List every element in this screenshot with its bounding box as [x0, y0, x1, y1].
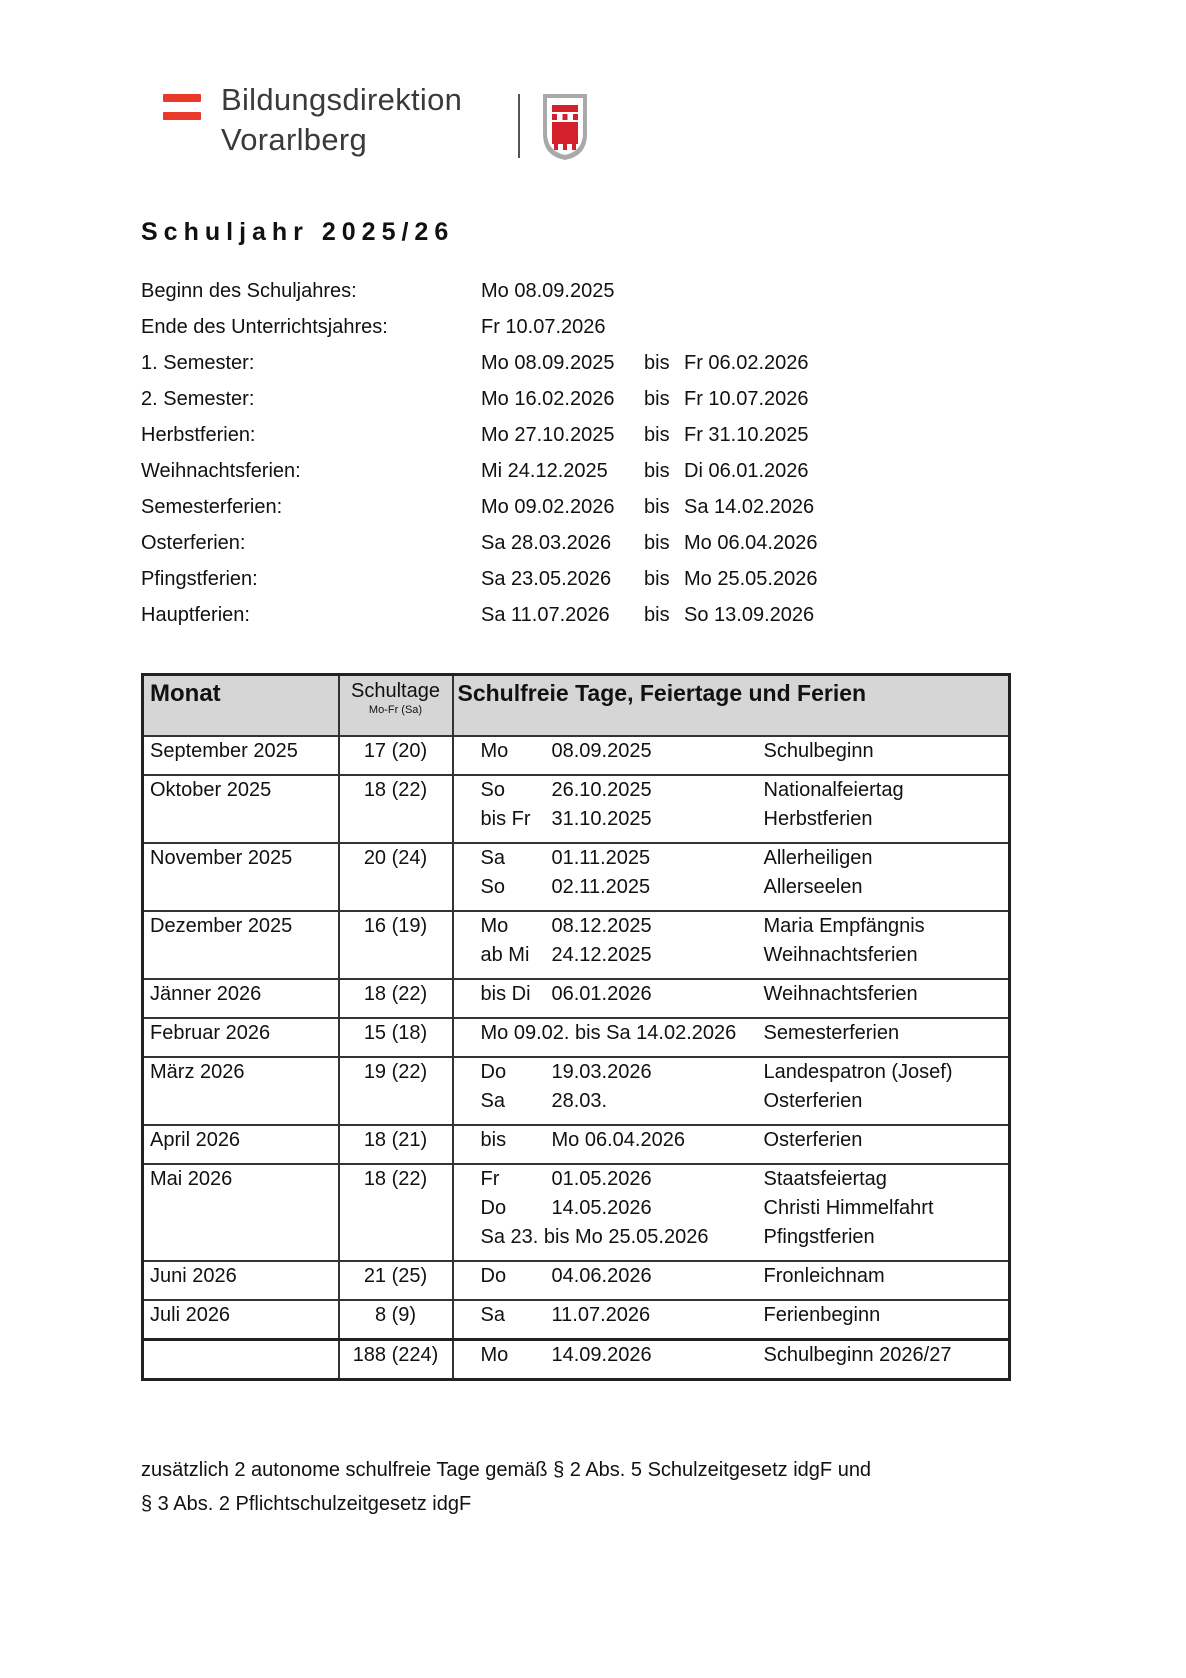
event-range: Mo 09.02. bis Sa 14.02.2026 [480, 1022, 737, 1044]
logo-divider [518, 94, 520, 158]
footnote-line1: zusätzlich 2 autonome schulfreie Tage gemäß § 2 Abs. 5 Schulzeitgesetz idgF und [141, 1459, 872, 1481]
header-schultage-label: Schultage [351, 680, 440, 702]
event-date: Mo 06.04.2026 [551, 1129, 685, 1151]
overview-bis: bis [644, 604, 670, 626]
event-line [454, 1304, 1009, 1333]
schultage-cell: 19 (22) [339, 1057, 453, 1125]
month-cell: Mai 2026 [143, 1164, 339, 1261]
overview-end-date: Fr 06.02.2026 [684, 352, 809, 374]
schultage-cell: 18 (22) [339, 1164, 453, 1261]
overview-start-date: Sa 23.05.2026 [481, 568, 612, 590]
events-cell [453, 736, 1010, 775]
schultage-cell: 16 (19) [339, 911, 453, 979]
overview-label: Herbstferien: [141, 424, 256, 446]
month-cell: Februar 2026 [143, 1018, 339, 1057]
header-schultage-sub: Mo-Fr (Sa) [368, 704, 423, 716]
event-date: 24.12.2025 [551, 944, 652, 966]
event-name: Allerheiligen [763, 847, 873, 869]
events-cell [453, 979, 1010, 1018]
month-cell: Oktober 2025 [143, 775, 339, 843]
event-date: 06.01.2026 [551, 983, 652, 1005]
event-line [454, 1129, 1009, 1158]
events-cell [453, 911, 1010, 979]
footnote [141, 1453, 871, 1521]
event-weekday: Mo [480, 915, 509, 937]
header-monat: Monat [143, 675, 339, 737]
table-row [143, 843, 1010, 911]
event-date: 11.07.2026 [551, 1304, 651, 1326]
event-date: 04.06.2026 [551, 1265, 652, 1287]
events-cell [453, 1340, 1010, 1380]
event-date: 28.03. [551, 1090, 608, 1112]
events-cell [453, 775, 1010, 843]
event-name: Schulbeginn [763, 740, 874, 762]
table-row [143, 736, 1010, 775]
event-date: 01.05.2026 [551, 1168, 652, 1190]
table-row [143, 775, 1010, 843]
event-date: 14.09.2026 [551, 1344, 652, 1366]
overview-start-date: Mo 16.02.2026 [481, 388, 615, 410]
document-title: Schuljahr 2025/26 [141, 218, 455, 246]
overview-end-date: Mo 25.05.2026 [684, 568, 818, 590]
event-name: Schulbeginn 2026/27 [763, 1344, 952, 1366]
table-row [143, 979, 1010, 1018]
event-name: Landespatron (Josef) [763, 1061, 953, 1083]
overview-bis: bis [644, 568, 670, 590]
event-weekday: Mo [480, 740, 509, 762]
event-weekday: Sa [480, 847, 505, 869]
header-schulfreie-tage: Schulfreie Tage, Feiertage und Ferien [453, 675, 1010, 737]
table-row [143, 1057, 1010, 1125]
schultage-cell: 21 (25) [339, 1261, 453, 1300]
event-name: Allerseelen [763, 876, 863, 898]
overview-end-date: Di 06.01.2026 [684, 460, 809, 482]
schultage-cell: 18 (22) [339, 979, 453, 1018]
event-line [454, 808, 1009, 837]
month-cell: Jänner 2026 [143, 979, 339, 1018]
events-cell [453, 1125, 1010, 1164]
overview-label: Hauptferien: [141, 604, 250, 626]
overview-bis: bis [644, 532, 670, 554]
events-cell [453, 1261, 1010, 1300]
overview-bis: bis [644, 460, 670, 482]
event-date: 02.11.2025 [551, 876, 651, 898]
overview-start-date: Mo 08.09.2025 [481, 352, 615, 374]
overview-start-date: Mo 08.09.2025 [481, 280, 615, 302]
event-weekday: Sa [480, 1304, 505, 1326]
events-cell [453, 1057, 1010, 1125]
austria-flag-icon [163, 94, 201, 124]
event-line [454, 876, 1009, 905]
event-line [454, 1061, 1009, 1090]
event-date: 26.10.2025 [551, 779, 652, 801]
schultage-cell: 17 (20) [339, 736, 453, 775]
event-weekday: Mo [480, 1344, 509, 1366]
overview-end-date: Sa 14.02.2026 [684, 496, 815, 518]
schultage-cell: 15 (18) [339, 1018, 453, 1057]
event-name: Semesterferien [763, 1022, 900, 1044]
month-cell: September 2025 [143, 736, 339, 775]
header-schultage [339, 675, 453, 737]
overview-start-date: Fr 10.07.2026 [481, 316, 606, 338]
table-row [143, 911, 1010, 979]
event-line [454, 1022, 1009, 1051]
schultage-cell: 20 (24) [339, 843, 453, 911]
events-cell [453, 1164, 1010, 1261]
event-date: 19.03.2026 [551, 1061, 652, 1083]
event-line [454, 740, 1009, 769]
event-name: Osterferien [763, 1090, 863, 1112]
table-row [143, 1164, 1010, 1261]
event-line [454, 1344, 1009, 1373]
overview-end-date: Mo 06.04.2026 [684, 532, 818, 554]
overview-label: Pfingstferien: [141, 568, 258, 590]
event-weekday: bis Di [480, 983, 531, 1005]
overview-bis: bis [644, 424, 670, 446]
event-name: Osterferien [763, 1129, 863, 1151]
overview-label: Ende des Unterrichtsjahres: [141, 316, 388, 338]
overview-start-date: Mi 24.12.2025 [481, 460, 608, 482]
event-line [454, 1090, 1009, 1119]
overview-label: 2. Semester: [141, 388, 255, 410]
event-name: Weihnachtsferien [763, 983, 918, 1005]
event-date: 31.10.2025 [551, 808, 652, 830]
overview-start-date: Sa 11.07.2026 [481, 604, 610, 626]
event-name: Nationalfeiertag [763, 779, 904, 801]
event-line [454, 1265, 1009, 1294]
org-name-line1: Bildungsdirektion [221, 82, 463, 117]
event-name: Pfingstferien [763, 1226, 875, 1248]
event-line [454, 847, 1009, 876]
event-name: Herbstferien [763, 808, 873, 830]
overview-label: 1. Semester: [141, 352, 255, 374]
event-line [454, 1226, 1009, 1255]
events-cell [453, 1300, 1010, 1340]
org-name-line2: Vorarlberg [221, 122, 368, 157]
event-name: Weihnachtsferien [763, 944, 918, 966]
overview-label: Osterferien: [141, 532, 246, 554]
month-cell: November 2025 [143, 843, 339, 911]
event-line [454, 1197, 1009, 1226]
overview-bis: bis [644, 352, 670, 374]
event-line [454, 1168, 1009, 1197]
vorarlberg-shield-icon [541, 92, 589, 162]
table-row [143, 1125, 1010, 1164]
event-weekday: Fr [480, 1168, 500, 1190]
event-date: 08.09.2025 [551, 740, 652, 762]
event-name: Staatsfeiertag [763, 1168, 887, 1190]
table-row [143, 1018, 1010, 1057]
month-cell [143, 1340, 339, 1380]
event-date: 08.12.2025 [551, 915, 652, 937]
overview-label: Semesterferien: [141, 496, 283, 518]
overview-bis: bis [644, 496, 670, 518]
calendar-table [141, 673, 1011, 1381]
footnote-line2: § 3 Abs. 2 Pflichtschulzeitgesetz idgF [141, 1493, 472, 1515]
table-header-row [143, 675, 1010, 737]
overview-start-date: Mo 09.02.2026 [481, 496, 615, 518]
month-cell: März 2026 [143, 1057, 339, 1125]
event-name: Maria Empfängnis [763, 915, 925, 937]
event-date: 14.05.2026 [551, 1197, 652, 1219]
table-row [143, 1300, 1010, 1340]
overview-start-date: Mo 27.10.2025 [481, 424, 615, 446]
overview-end-date: Fr 31.10.2025 [684, 424, 809, 446]
event-name: Fronleichnam [763, 1265, 885, 1287]
event-weekday: ab Mi [480, 944, 530, 966]
schultage-cell: 8 (9) [339, 1300, 453, 1340]
events-cell [453, 1018, 1010, 1057]
event-line [454, 944, 1009, 973]
event-weekday: bis [480, 1129, 507, 1151]
overview-end-date: Fr 10.07.2026 [684, 388, 809, 410]
schultage-cell: 18 (21) [339, 1125, 453, 1164]
month-cell: Juni 2026 [143, 1261, 339, 1300]
event-name: Christi Himmelfahrt [763, 1197, 934, 1219]
event-weekday: Do [480, 1265, 507, 1287]
event-weekday: So [480, 876, 505, 898]
schultage-cell: 18 (22) [339, 775, 453, 843]
overview-bis: bis [644, 388, 670, 410]
event-weekday: Do [480, 1061, 507, 1083]
month-cell: Juli 2026 [143, 1300, 339, 1340]
event-line [454, 915, 1009, 944]
event-weekday: Sa [480, 1090, 505, 1112]
event-range: Sa 23. bis Mo 25.05.2026 [480, 1226, 709, 1248]
table-total-row [143, 1340, 1010, 1380]
event-weekday: So [480, 779, 505, 801]
events-cell [453, 843, 1010, 911]
schultage-cell: 188 (224) [339, 1340, 453, 1380]
table-row [143, 1261, 1010, 1300]
event-line [454, 983, 1009, 1012]
month-cell: April 2026 [143, 1125, 339, 1164]
event-weekday: Do [480, 1197, 507, 1219]
overview-label: Beginn des Schuljahres: [141, 280, 357, 302]
month-cell: Dezember 2025 [143, 911, 339, 979]
event-weekday: bis Fr [480, 808, 531, 830]
overview-label: Weihnachtsferien: [141, 460, 301, 482]
overview-start-date: Sa 28.03.2026 [481, 532, 612, 554]
event-date: 01.11.2025 [551, 847, 651, 869]
event-line [454, 779, 1009, 808]
event-name: Ferienbeginn [763, 1304, 881, 1326]
overview-end-date: So 13.09.2026 [684, 604, 815, 626]
